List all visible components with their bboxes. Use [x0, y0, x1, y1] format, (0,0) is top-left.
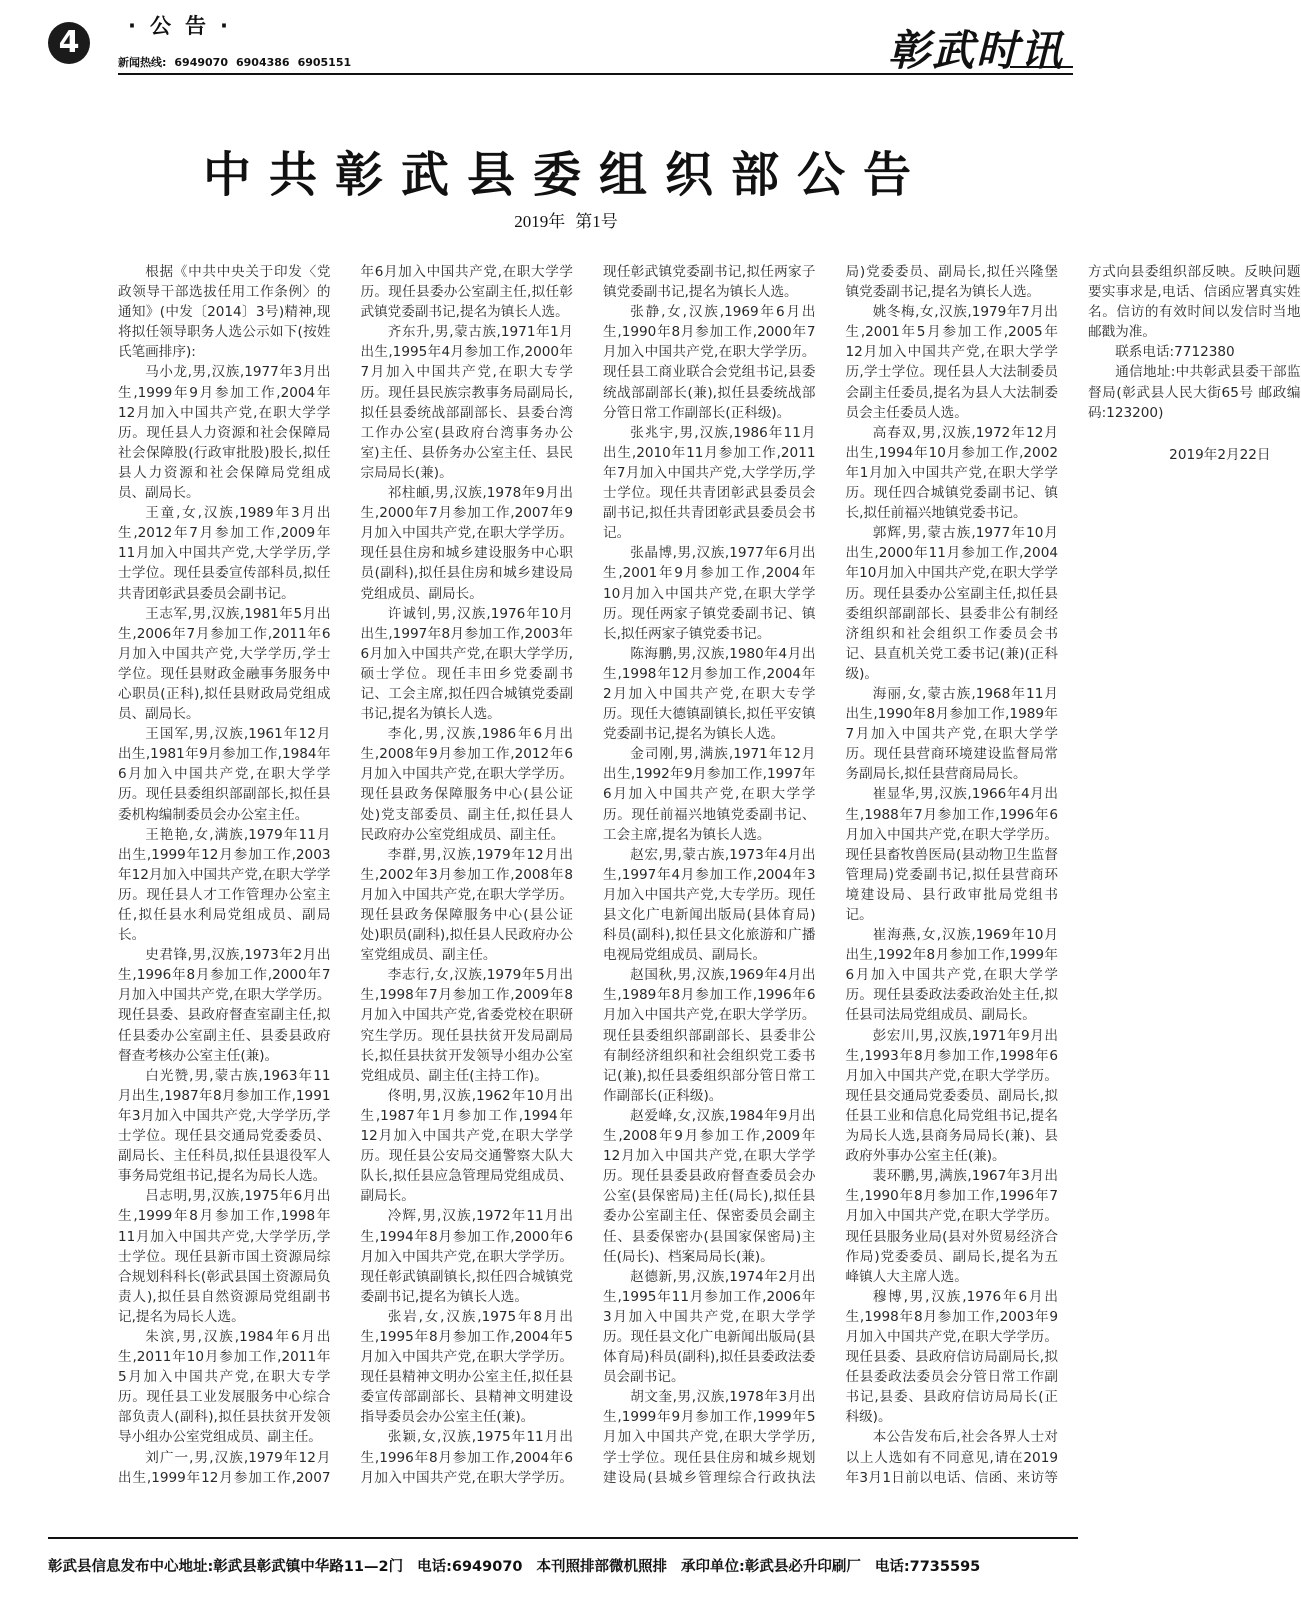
candidate-entry: 王艳艳,女,满族,1979年11月出生,1999年12月参加工作,2003年12月加入中国共产党,在职大学学历。现任县人才工作管理办公室主任,拟任县水利局党组成员、副局长。	[118, 826, 331, 944]
candidate-entry: 陈海鹏,男,汉族,1980年4月出生,1998年12月参加工作,2004年2月加入中国共产党,在职大专学历。现任大德镇副镇长,拟任平安镇党委副书记,提名为镇长人选。	[603, 645, 816, 743]
issue-number	[0, 207, 1132, 232]
candidate-entry: 张颖,女,汉族,1975年11月出生,1996年8月参加工作,2004年6月加入中国共产党,在职大学学历。现任彰武镇党委副书记,拟任两家子镇党委副书记,提名为镇长人选。	[360, 264, 816, 1486]
candidate-entry: 张晶博,男,汉族,1977年6月出生,2001年9月参加工作,2004年10月加入中国共产党,在职大学学历。现任两家子镇党委副书记、镇长,拟任两家子镇党委书记。	[603, 545, 816, 642]
intro-paragraph: 根据《中共中央关于印发〈党政领导干部选拔任用工作条例〉的通知》(中发〔2014〕3号)精神,现将拟任领导职务人选公示如下(按姓氏笔画排序):	[118, 264, 331, 361]
announcement-body	[118, 262, 1301, 1506]
footer-printer: 承印单位:彰武县必升印刷厂	[681, 1559, 861, 1575]
candidate-entry: 赵德新,男,汉族,1974年2月出生,1995年11月参加工作,2006年3月加入中国共产党,在职大学学历。现任县文化广电新闻出版局(县体育局)科员(副科),拟任县委政法委员会副书记。	[603, 1268, 816, 1386]
candidate-entry: 金司刚,男,满族,1971年12月出生,1992年9月参加工作,1997年6月加入中国共产党,在职大学学历。现任前福兴地镇党委副书记、工会主席,提名为镇长人选。	[603, 746, 816, 843]
candidate-entry: 赵爱峰,女,汉族,1984年9月出生,2008年9月参加工作,2009年12月加入中国共产党,在职大学学历。现任县委县政府督查委员会办公室(县保密局)主任(局长),拟任县委办公室副主任、保密委员会副主任、县委保密办(县国家保密局)主任(局长)、档案局局长(兼)。	[603, 1107, 816, 1265]
candidate-entry: 海丽,女,蒙古族,1968年11月出生,1990年8月参加工作,1989年7月加入中国共产党,在职大学学历。现任县营商环境建设监督局常务副局长,拟任县营商局局长。	[845, 685, 1058, 783]
closing-paragraph: 本公告发布后,社会各界人士对以上人选如有不同意见,请在2019年3月1日前以电话、信函、来访等方式向县委组织部反映。反映问题要实事求是,电话、信函应署真实姓名。信访的有效时间以发信时当地邮戳为准。	[845, 264, 1301, 1486]
candidate-entry: 刘广一,男,汉族,1979年12月出生,1999年12月参加工作,2007年6月加入中国共产党,在职大学学历。现任县委办公室副主任,拟任彰武镇党委副书记,提名为镇长人选。	[118, 264, 573, 1486]
candidate-entry: 穆博,男,汉族,1976年6月出生,1998年8月参加工作,2003年9月加入中国共产党,在职大学学历。现任县委、县政府信访局副局长,拟任县委政法委员会分管日常工作副书记,县委、县政府信访局局长(正科级)。	[845, 1288, 1058, 1426]
hotline-number: 6904386	[235, 56, 290, 69]
candidate-entry: 高春双,男,汉族,1972年12月出生,1994年10月参加工作,2002年1月加入中国共产党,在职大学学历。现任四合城镇党委副书记、镇长,拟任前福兴地镇党委书记。	[845, 424, 1058, 522]
footer-address: 彰武县信息发布中心地址:彰武县彰武镇中华路11—2门	[48, 1559, 404, 1575]
candidate-entry: 吕志明,男,汉族,1975年6月出生,1999年8月参加工作,1998年11月加入中国共产党,大学学历,学士学位。现任县新市国土资源局综合规划科科长(彰武县国土资源局负责人),拟任县自然资源局党组副书记,提名为局长人选。	[118, 1188, 331, 1325]
candidate-entry: 祁柱頔,男,汉族,1978年9月出生,2000年7月参加工作,2007年9月加入中国共产党,在职大学学历。现任县住房和城乡建设服务中心职员(副科),拟任县住房和城乡建设局党组成员、副局长。	[360, 485, 573, 602]
candidate-entry: 崔海燕,女,汉族,1969年10月出生,1992年8月参加工作,1999年6月加入中国共产党,在职大学学历。现任县委政法委政治处主任,拟任县司法局党组成员、副局长。	[845, 927, 1058, 1024]
header-divider	[1010, 66, 1073, 68]
candidate-entry: 崔显华,男,汉族,1966年4月出生,1988年7月参加工作,1996年6月加入中国共产党,在职大学学历。现任县畜牧兽医局(县动物卫生监督管理局)党委副书记,拟任县营商环境建设局、县行政审批局党组书记。	[845, 786, 1058, 923]
candidate-entry: 佟明,男,汉族,1962年10月出生,1987年1月参加工作,1994年12月加入中国共产党,在职大学学历。现任县公安局交通警察大队大队长,拟任县应急管理局党组成员、副局长。	[360, 1087, 573, 1205]
page-footer	[48, 1555, 1088, 1576]
candidate-entry: 李化,男,汉族,1986年6月出生,2008年9月参加工作,2012年6月加入中国共产党,在职大学学历。现任县政务保障服务中心(县公证处)党支部委员、副主任,拟任县人民政府办公室党组成员、副主任。	[360, 726, 573, 843]
footer-phone: 电话:6949070	[417, 1559, 523, 1575]
candidate-entry: 张岩,女,汉族,1975年8月出生,1995年8月参加工作,2004年5月加入中国共产党,在职大学学历。现任县精神文明办公室主任,拟任县委宣传部副部长、县精神文明建设指导委员会办公室主任(兼)。	[360, 1308, 573, 1426]
candidate-entry: 白光赞,男,蒙古族,1963年11月出生,1987年8月参加工作,1991年3月加入中国共产党,大学学历,学士学位。现任县交通局党委委员、副局长、主任科员,拟任县退役军人事务局党组书记,提名为局长人选。	[118, 1067, 331, 1185]
announcement-title: 中共彰武县委组织部公告	[202, 147, 929, 203]
candidate-entry: 赵宏,男,蒙古族,1973年4月出生,1997年4月参加工作,2004年3月加入中国共产党,大专学历。现任县文化广电新闻出版局(县体育局)科员(副科),拟任县文化旅游和广播电视局党组成员、副局长。	[603, 846, 816, 964]
footer-typesetting: 本刊照排部微机照排	[536, 1559, 668, 1575]
candidate-entry: 史君锋,男,汉族,1973年2月出生,1996年8月参加工作,2000年7月加入中国共产党,在职大学学历。现任县委、县政府督查室副主任,拟任县委办公室副主任、县委县政府督查考核办公室主任(兼)。	[118, 947, 331, 1064]
candidate-entry: 彭宏川,男,汉族,1971年9月出生,1993年8月参加工作,1998年6月加入中国共产党,在职大学学历。现任县交通局党委委员、副局长,拟任县工业和信息化局党组书记,提名为局长人选,县商务局局长(兼)、县政府外事办公室主任(兼)。	[845, 1027, 1058, 1165]
candidate-entry: 王童,女,汉族,1989年3月出生,2012年7月参加工作,2009年11月加入中国共产党,大学学历,学士学位。现任县委宣传部科员,拟任共青团彰武县委员会副书记。	[118, 505, 331, 602]
hotline-label: 新闻热线:	[118, 56, 167, 69]
candidate-entry: 马小龙,男,汉族,1977年3月出生,1999年9月参加工作,2004年12月加入中国共产党,在职大学学历。现任县人力资源和社会保障局社会保障股(行政审批股)股长,拟任县人力资源和社会保障局党组成员、副局长。	[118, 364, 331, 502]
candidate-entry: 李群,男,汉族,1979年12月出生,2002年3月参加工作,2008年8月加入中国共产党,在职大学学历。现任县政务保障服务中心(县公证处)职员(副科),拟任县人民政府办公室党组成员、副主任。	[360, 846, 573, 964]
candidate-entry: 胡文奎,男,汉族,1978年3月出生,1999年9月参加工作,1999年5月加入中国共产党,在职大学学历,学士学位。现任县住房和城乡规划建设局(县城乡管理综合行政执法局)党委委员、副局长,拟任兴隆堡镇党委副书记,提名为镇长人选。	[603, 264, 1058, 1486]
hotline-number: 6905151	[297, 56, 352, 69]
footer-divider	[48, 1537, 1078, 1539]
page-number-badge: 4	[48, 22, 90, 64]
candidate-entry: 许诚钊,男,汉族,1976年10月出生,1997年8月参加工作,2003年6月加入中国共产党,在职大学学历,硕士学位。现任丰田乡党委副书记、工会主席,拟任四合城镇党委副书记,提名为镇长人选。	[360, 605, 573, 723]
candidate-entry: 王国军,男,汉族,1961年12月出生,1981年9月参加工作,1984年6月加入中国共产党,在职大学学历。现任县委组织部副部长,拟任县委机构编制委员会办公室主任。	[118, 726, 331, 823]
candidate-entry: 王志军,男,汉族,1981年5月出生,2006年7月参加工作,2011年6月加入中国共产党,大学学历,学士学位。现任县财政金融事务服务中心职员(正科),拟任县财政局党组成员、副局长。	[118, 605, 331, 723]
page-header	[0, 0, 1132, 78]
candidate-entry: 冷辉,男,汉族,1972年11月出生,1994年8月参加工作,2000年6月加入中国共产党,在职大学学历。现任彰武镇副镇长,拟任四合城镇党委副书记,提名为镇长人选。	[360, 1208, 573, 1305]
candidate-entry: 赵国秋,男,汉族,1969年4月出生,1989年8月参加工作,1996年6月加入中国共产党,在职大学学历。现任县委组织部副部长、县委非公有制经济组织和社会组织党工委书记(兼),拟任县委组织部分管日常工作副部长(正科级)。	[603, 967, 816, 1104]
hotline-number: 6949070	[174, 56, 228, 69]
publish-date: 2019年2月22日	[1169, 446, 1271, 463]
contact-phone: 联系电话:7712380	[1115, 344, 1235, 361]
news-hotline	[118, 54, 359, 70]
candidate-entry: 张兆宇,男,汉族,1986年11月出生,2010年11月参加工作,2011年7月加入中国共产党,大学学历,学士学位。现任共青团彰武县委员会副书记,拟任共青团彰武县委员会书记。	[603, 424, 816, 542]
candidate-entry: 裴环鹏,男,满族,1967年3月出生,1990年8月参加工作,1996年7月加入中国共产党,在职大学学历。现任县服务业局(县对外贸易经济合作局)党委委员、副局长,提名为五峰镇人大主席人选。	[845, 1168, 1058, 1285]
issue-year: 2019年	[514, 212, 566, 231]
candidate-entry: 齐东升,男,蒙古族,1971年1月出生,1995年4月参加工作,2000年7月加入中国共产党,在职大专学历。现任县民族宗教事务局副局长,拟任县委统战部副部长、县委台湾工作办公室(县政府台湾事务办公室)主任、县侨务办公室主任、县民宗局局长(兼)。	[360, 324, 573, 481]
section-label: ·公告·	[128, 14, 242, 38]
candidate-entry: 李志行,女,汉族,1979年5月出生,1998年7月参加工作,2009年8月加入中国共产党,省委党校在职研究生学历。现任县扶贫开发局副局长,拟任县扶贫开发领导小组办公室党组成员、副主任(主持工作)。	[360, 967, 573, 1084]
candidate-entry: 朱滨,男,汉族,1984年6月出生,2011年10月参加工作,2011年5月加入中国共产党,在职大专学历。现任县工业发展服务中心综合部负责人(副科),拟任县扶贫开发领导小组办公室党组成员、副主任。	[118, 1328, 331, 1446]
candidate-entry: 姚冬梅,女,汉族,1979年7月出生,2001年5月参加工作,2005年12月加入中国共产党,在职大学学历,学士学位。现任县人大法制委员会副主任委员,提名为县人大法制委员会主任委员人选。	[845, 304, 1058, 421]
footer-printer-phone: 电话:7735595	[874, 1559, 981, 1575]
candidate-entry: 郭辉,男,蒙古族,1977年10月出生,2000年11月参加工作,2004年10月加入中国共产党,在职大学学历。现任县委办公室副主任,拟任县委组织部副部长、县委非公有制经济组织和社会组织工作委员会书记、县直机关党工委书记(兼)(正科级)。	[845, 525, 1058, 682]
header-divider	[118, 73, 1073, 75]
candidate-entry: 张静,女,汉族,1969年6月出生,1990年8月参加工作,2000年7月加入中国共产党,在职大学学历。现任县工商业联合会党组书记,县委统战部副部长(兼),拟任县委统战部分管日常工作副部长(正科级)。	[603, 304, 816, 421]
issue-no: 第1号	[575, 212, 618, 231]
masthead-logo: 彰武时讯	[887, 26, 1064, 75]
contact-address: 通信地址:中共彰武县委干部监督局(彰武县人民大街65号 邮政编码:123200)	[1088, 364, 1301, 421]
